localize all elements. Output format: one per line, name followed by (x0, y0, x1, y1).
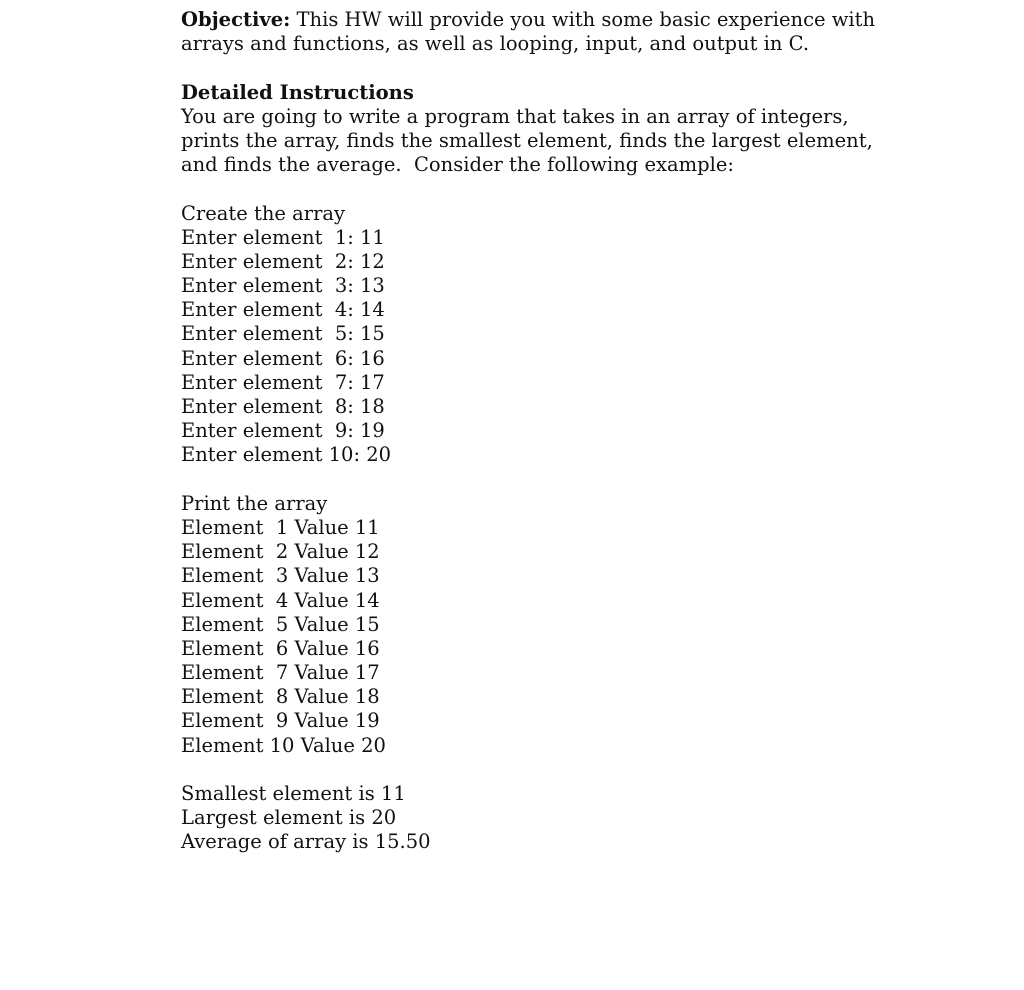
largest-result: Largest element is 20 (181, 806, 397, 830)
print-line: Element 9 Value 19 (181, 709, 380, 733)
spacer (181, 758, 861, 782)
instructions-line: prints the array, finds the smallest element, finds the largest element, (181, 128, 873, 152)
instructions-heading: Detailed Instructions (181, 80, 414, 104)
smallest-result: Smallest element is 11 (181, 782, 406, 805)
create-line: Enter element 6: 16 (181, 346, 385, 370)
spacer (181, 177, 861, 201)
spacer (181, 56, 861, 80)
print-line: Element 5 Value 15 (181, 612, 380, 636)
create-section-title: Create the array (181, 201, 346, 225)
objective-line-2: arrays and functions, as well as looping, input, and output in C. (181, 32, 810, 56)
print-line: Element 8 Value 18 (181, 685, 380, 709)
create-line: Enter element 5: 15 (181, 322, 385, 346)
create-line: Enter element 7: 17 (181, 370, 385, 394)
document-page (181, 8, 876, 855)
create-line: Enter element 1: 11 (181, 225, 385, 249)
print-line: Element 6 Value 16 (181, 636, 380, 660)
create-line: Enter element 9: 19 (181, 419, 385, 443)
objective-line-1 (181, 8, 876, 32)
instructions-line: and finds the average. Consider the following example: (181, 153, 734, 177)
print-line: Element 4 Value 14 (181, 588, 380, 612)
print-line: Element 7 Value 17 (181, 661, 380, 685)
print-line: Element 2 Value 12 (181, 540, 380, 564)
create-line: Enter element 3: 13 (181, 274, 385, 298)
print-line: Element 1 Value 11 (181, 515, 380, 539)
spacer (181, 468, 861, 492)
instructions-line: You are going to write a program that takes in an array of integers, (181, 104, 849, 128)
print-section-title: Print the array (181, 491, 328, 515)
create-line: Enter element 10: 20 (181, 443, 392, 467)
objective-label: Objective: (181, 8, 291, 31)
print-line: Element 10 Value 20 (181, 733, 386, 757)
create-line: Enter element 4: 14 (181, 298, 385, 322)
average-result: Average of array is 15.50 (181, 830, 431, 854)
create-line: Enter element 8: 18 (181, 395, 385, 418)
create-line: Enter element 2: 12 (181, 249, 385, 273)
print-line: Element 3 Value 13 (181, 564, 380, 588)
objective-text-1: This HW will provide you with some basic experience with (290, 8, 876, 31)
